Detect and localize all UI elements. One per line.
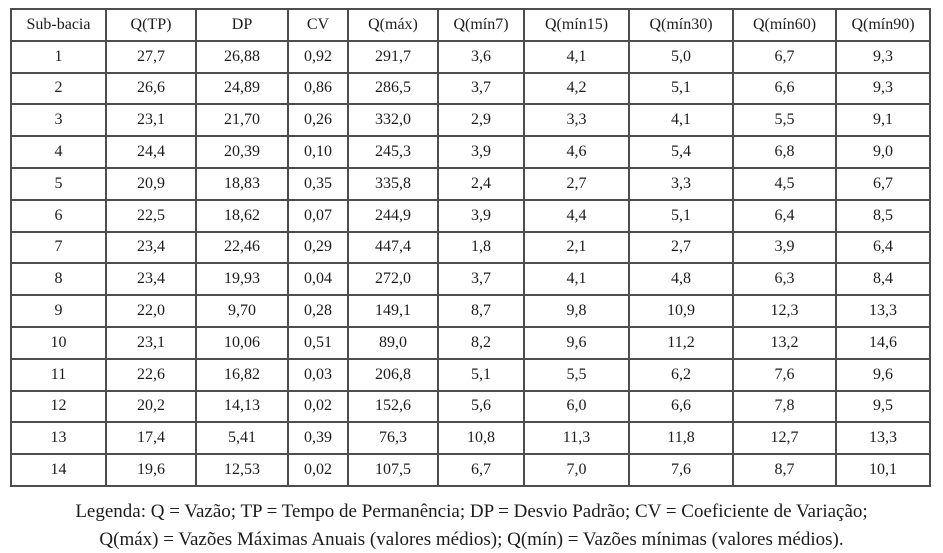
table-cell: 11 bbox=[11, 359, 106, 391]
table-cell: 8,7 bbox=[733, 454, 836, 486]
table-cell: 3,9 bbox=[733, 232, 836, 264]
column-header: Q(mín90) bbox=[836, 9, 930, 41]
table-cell: 14,6 bbox=[836, 327, 930, 359]
table-cell: 4,4 bbox=[524, 200, 629, 232]
table-cell: 7,8 bbox=[733, 391, 836, 423]
table-cell: 3,7 bbox=[438, 263, 524, 295]
table-cell: 335,8 bbox=[348, 168, 438, 200]
table-cell: 2,7 bbox=[629, 232, 733, 264]
table-cell: 291,7 bbox=[348, 41, 438, 73]
table-row bbox=[11, 168, 930, 200]
table-cell: 8,4 bbox=[836, 263, 930, 295]
table-row bbox=[11, 327, 930, 359]
column-header: Q(mín7) bbox=[438, 9, 524, 41]
table-cell: 0,03 bbox=[288, 359, 348, 391]
table-cell: 5,1 bbox=[629, 73, 733, 105]
table-cell: 18,83 bbox=[196, 168, 288, 200]
table-cell: 286,5 bbox=[348, 73, 438, 105]
table-cell: 20,39 bbox=[196, 136, 288, 168]
table-cell: 5,4 bbox=[629, 136, 733, 168]
table-cell: 206,8 bbox=[348, 359, 438, 391]
table-cell: 3 bbox=[11, 104, 106, 136]
table-cell: 6 bbox=[11, 200, 106, 232]
table-cell: 6,7 bbox=[836, 168, 930, 200]
table-cell: 6,2 bbox=[629, 359, 733, 391]
table-cell: 13 bbox=[11, 422, 106, 454]
table-cell: 3,3 bbox=[629, 168, 733, 200]
table-cell: 23,1 bbox=[106, 104, 196, 136]
table-cell: 4,6 bbox=[524, 136, 629, 168]
table-row bbox=[11, 263, 930, 295]
table-cell: 5,1 bbox=[438, 359, 524, 391]
table-cell: 4,1 bbox=[524, 41, 629, 73]
table-cell: 89,0 bbox=[348, 327, 438, 359]
table-cell: 10,06 bbox=[196, 327, 288, 359]
table-cell: 8,7 bbox=[438, 295, 524, 327]
table-cell: 5 bbox=[11, 168, 106, 200]
table-cell: 0,02 bbox=[288, 454, 348, 486]
table-cell: 10,9 bbox=[629, 295, 733, 327]
column-header: Q(TP) bbox=[106, 9, 196, 41]
table-row bbox=[11, 232, 930, 264]
table-cell: 1,8 bbox=[438, 232, 524, 264]
column-header: Q(mín60) bbox=[733, 9, 836, 41]
column-header: Sub-bacia bbox=[11, 9, 106, 41]
sub-bacia-flow-table bbox=[10, 8, 931, 487]
table-cell: 2,4 bbox=[438, 168, 524, 200]
table-row bbox=[11, 200, 930, 232]
table-cell: 5,5 bbox=[733, 104, 836, 136]
table-cell: 0,35 bbox=[288, 168, 348, 200]
table-cell: 19,93 bbox=[196, 263, 288, 295]
table-cell: 9,3 bbox=[836, 73, 930, 105]
table-cell: 0,02 bbox=[288, 391, 348, 423]
table-cell: 12,53 bbox=[196, 454, 288, 486]
table-cell: 8,2 bbox=[438, 327, 524, 359]
table-cell: 3,7 bbox=[438, 73, 524, 105]
table-cell: 6,6 bbox=[733, 73, 836, 105]
table-cell: 9,1 bbox=[836, 104, 930, 136]
table-cell: 6,7 bbox=[733, 41, 836, 73]
column-header: CV bbox=[288, 9, 348, 41]
table-cell: 0,26 bbox=[288, 104, 348, 136]
column-header: DP bbox=[196, 9, 288, 41]
table-cell: 0,28 bbox=[288, 295, 348, 327]
legend-line-1: Legenda: Q = Vazão; TP = Tempo de Permanência; DP = Desvio Padrão; CV = Coeficiente de Variação; bbox=[75, 501, 868, 522]
table-cell: 149,1 bbox=[348, 295, 438, 327]
table-cell: 3,9 bbox=[438, 200, 524, 232]
table-cell: 18,62 bbox=[196, 200, 288, 232]
table-cell: 5,0 bbox=[629, 41, 733, 73]
table-cell: 5,41 bbox=[196, 422, 288, 454]
table-cell: 7,0 bbox=[524, 454, 629, 486]
table-cell: 3,9 bbox=[438, 136, 524, 168]
table-cell: 26,88 bbox=[196, 41, 288, 73]
table-row bbox=[11, 136, 930, 168]
table-cell: 9,3 bbox=[836, 41, 930, 73]
column-header: Q(máx) bbox=[348, 9, 438, 41]
table-cell: 24,4 bbox=[106, 136, 196, 168]
table-cell: 2,1 bbox=[524, 232, 629, 264]
table-cell: 20,2 bbox=[106, 391, 196, 423]
table-cell: 0,86 bbox=[288, 73, 348, 105]
table-cell: 9,6 bbox=[524, 327, 629, 359]
table-cell: 14 bbox=[11, 454, 106, 486]
table-cell: 21,70 bbox=[196, 104, 288, 136]
table-cell: 26,6 bbox=[106, 73, 196, 105]
table-row bbox=[11, 295, 930, 327]
table-row bbox=[11, 422, 930, 454]
table-cell: 0,10 bbox=[288, 136, 348, 168]
table-cell: 4,1 bbox=[524, 263, 629, 295]
table-cell: 19,6 bbox=[106, 454, 196, 486]
table-cell: 0,39 bbox=[288, 422, 348, 454]
table-cell: 17,4 bbox=[106, 422, 196, 454]
table-row bbox=[11, 391, 930, 423]
table-cell: 272,0 bbox=[348, 263, 438, 295]
table-cell: 14,13 bbox=[196, 391, 288, 423]
table-cell: 11,3 bbox=[524, 422, 629, 454]
table-cell: 16,82 bbox=[196, 359, 288, 391]
table-cell: 76,3 bbox=[348, 422, 438, 454]
table-cell: 20,9 bbox=[106, 168, 196, 200]
table-cell: 9,8 bbox=[524, 295, 629, 327]
table-cell: 1 bbox=[11, 41, 106, 73]
table-cell: 0,04 bbox=[288, 263, 348, 295]
table-cell: 0,92 bbox=[288, 41, 348, 73]
table-cell: 2,9 bbox=[438, 104, 524, 136]
table-cell: 2 bbox=[11, 73, 106, 105]
table-cell: 23,4 bbox=[106, 232, 196, 264]
table-row bbox=[11, 104, 930, 136]
table-header-row bbox=[11, 9, 930, 41]
table-cell: 9,70 bbox=[196, 295, 288, 327]
table-cell: 8,5 bbox=[836, 200, 930, 232]
table-cell: 27,7 bbox=[106, 41, 196, 73]
table-cell: 7,6 bbox=[733, 359, 836, 391]
column-header: Q(mín15) bbox=[524, 9, 629, 41]
table-cell: 0,07 bbox=[288, 200, 348, 232]
table-cell: 3,3 bbox=[524, 104, 629, 136]
table-cell: 22,6 bbox=[106, 359, 196, 391]
table-cell: 10,1 bbox=[836, 454, 930, 486]
table-cell: 4,5 bbox=[733, 168, 836, 200]
table-cell: 3,6 bbox=[438, 41, 524, 73]
table-cell: 5,5 bbox=[524, 359, 629, 391]
table-cell: 6,0 bbox=[524, 391, 629, 423]
table-cell: 13,2 bbox=[733, 327, 836, 359]
table-cell: 12,7 bbox=[733, 422, 836, 454]
table-cell: 152,6 bbox=[348, 391, 438, 423]
table-row bbox=[11, 41, 930, 73]
table-cell: 4,2 bbox=[524, 73, 629, 105]
table-cell: 8 bbox=[11, 263, 106, 295]
table-cell: 7 bbox=[11, 232, 106, 264]
table-cell: 6,4 bbox=[836, 232, 930, 264]
table-head bbox=[11, 9, 930, 41]
table-cell: 6,3 bbox=[733, 263, 836, 295]
table-row bbox=[11, 359, 930, 391]
legend-line-2: Q(máx) = Vazões Máximas Anuais (valores médios); Q(mín) = Vazões mínimas (valores médios). bbox=[99, 528, 844, 550]
table-cell: 12,3 bbox=[733, 295, 836, 327]
table-cell: 4,1 bbox=[629, 104, 733, 136]
table-cell: 10,8 bbox=[438, 422, 524, 454]
table-cell: 5,1 bbox=[629, 200, 733, 232]
table-cell: 11,2 bbox=[629, 327, 733, 359]
table-cell: 6,6 bbox=[629, 391, 733, 423]
column-header: Q(mín30) bbox=[629, 9, 733, 41]
table-cell: 24,89 bbox=[196, 73, 288, 105]
table-cell: 447,4 bbox=[348, 232, 438, 264]
table-cell: 23,1 bbox=[106, 327, 196, 359]
table-cell: 10 bbox=[11, 327, 106, 359]
table-cell: 11,8 bbox=[629, 422, 733, 454]
table-cell: 13,3 bbox=[836, 422, 930, 454]
table-cell: 13,3 bbox=[836, 295, 930, 327]
table-cell: 2,7 bbox=[524, 168, 629, 200]
table-cell: 5,6 bbox=[438, 391, 524, 423]
table-row bbox=[11, 73, 930, 105]
table-cell: 107,5 bbox=[348, 454, 438, 486]
table-cell: 23,4 bbox=[106, 263, 196, 295]
table-row bbox=[11, 454, 930, 486]
table-cell: 6,7 bbox=[438, 454, 524, 486]
table-cell: 7,6 bbox=[629, 454, 733, 486]
table-cell: 22,0 bbox=[106, 295, 196, 327]
table-cell: 332,0 bbox=[348, 104, 438, 136]
table-cell: 6,8 bbox=[733, 136, 836, 168]
table-cell: 244,9 bbox=[348, 200, 438, 232]
table-cell: 22,46 bbox=[196, 232, 288, 264]
table-cell: 9,5 bbox=[836, 391, 930, 423]
table-cell: 9 bbox=[11, 295, 106, 327]
table-cell: 9,6 bbox=[836, 359, 930, 391]
table-cell: 12 bbox=[11, 391, 106, 423]
table-cell: 9,0 bbox=[836, 136, 930, 168]
table-cell: 4,8 bbox=[629, 263, 733, 295]
table-cell: 4 bbox=[11, 136, 106, 168]
table-legend bbox=[0, 498, 943, 553]
table-body bbox=[11, 41, 930, 486]
table-cell: 0,29 bbox=[288, 232, 348, 264]
table-cell: 0,51 bbox=[288, 327, 348, 359]
table-cell: 245,3 bbox=[348, 136, 438, 168]
table-cell: 6,4 bbox=[733, 200, 836, 232]
table-cell: 22,5 bbox=[106, 200, 196, 232]
